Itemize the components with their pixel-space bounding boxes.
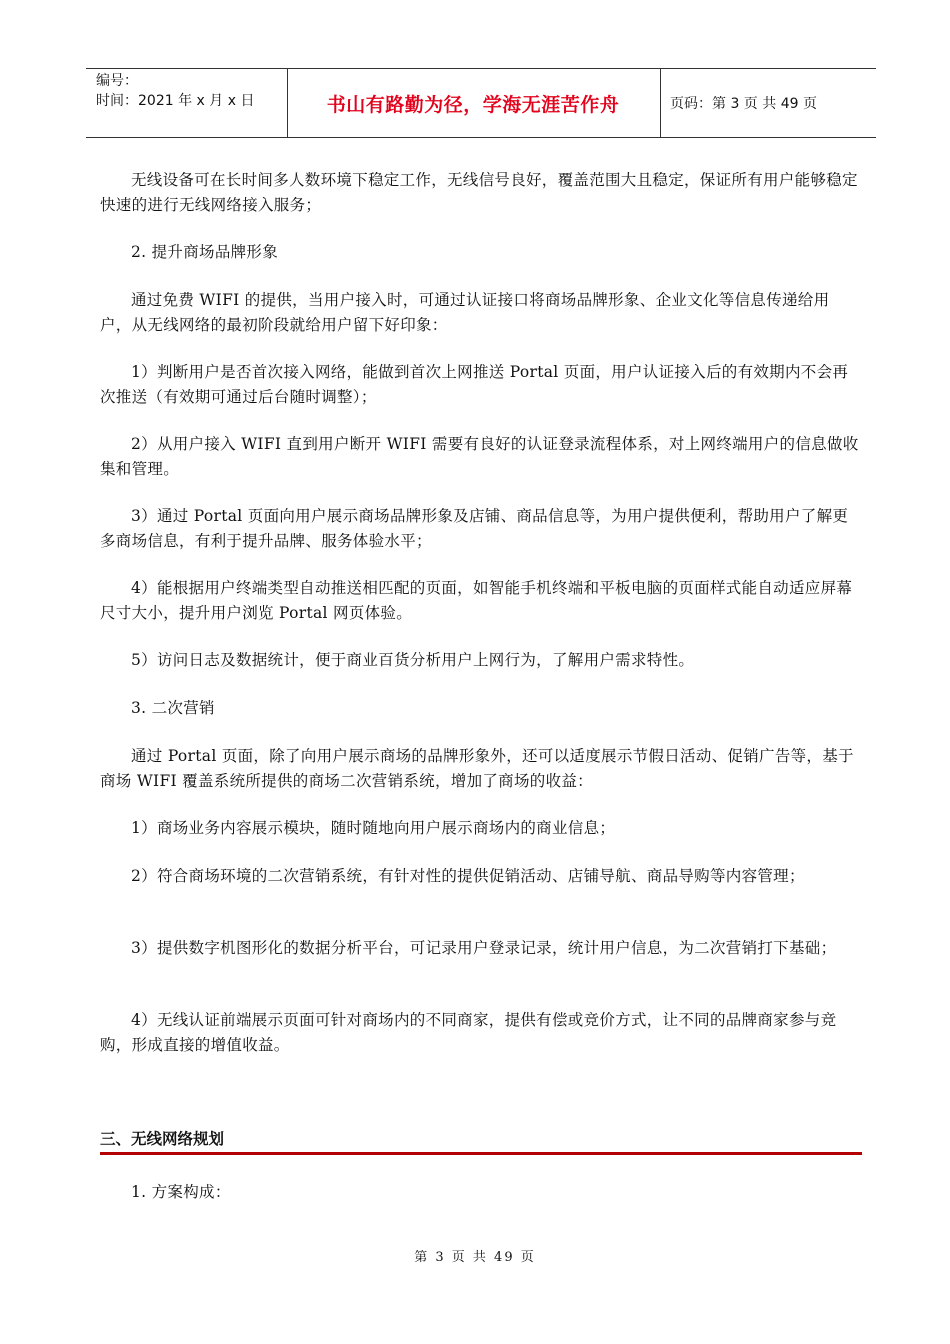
paragraph: 通过 Portal 页面，除了向用户展示商场的品牌形象外，还可以适度展示节假日活动、促销广告等，基于商场 WIFI 覆盖系统所提供的商场二次营销系统，增加了商场的收益： [100,747,854,790]
number-label: 编号： [96,73,138,89]
list-item: 4）能根据用户终端类型自动推送相匹配的页面，如智能手机终端和平板电脑的页面样式能自动适应屏幕尺寸大小，提升用户浏览 Portal 网页体验。 [100,579,853,622]
subsection-heading: 3. 二次营销 [131,699,215,717]
list-item: 2）从用户接入 WIFI 直到用户断开 WIFI 需要有良好的认证登录流程体系，对上网终端用户的信息做收集和管理。 [100,435,859,478]
list-item: 3）通过 Portal 页面向用户展示商场品牌形象及店铺、商品信息等，为用户提供便利，帮助用户了解更多商场信息，有利于提升品牌、服务体验水平； [100,507,849,550]
page-header [86,68,876,138]
subsection-heading: 1. 方案构成： [131,1183,231,1201]
page-footer: 第 3 页 共 49 页 [414,1250,536,1265]
list-item: 1）商场业务内容展示模块，随时随地向用户展示商场内的商业信息； [131,819,616,837]
list-item: 4）无线认证前端展示页面可针对商场内的不同商家，提供有偿或竞价方式，让不同的品牌商家参与竞购，形成直接的增值收益。 [100,1011,837,1054]
list-item: 2）符合商场环境的二次营销系统，有针对性的提供促销活动、店铺导航、商品导购等内容管理； [131,867,805,885]
list-item: 1）判断用户是否首次接入网络，能做到首次上网推送 Portal 页面，用户认证接入后的有效期内不会再次推送（有效期可通过后台随时调整）； [100,363,849,406]
paragraph: 通过免费 WIFI 的提供，当用户接入时，可通过认证接口将商场品牌形象、企业文化等信息传递给用户，从无线网络的最初阶段就给用户留下好印象： [100,291,830,334]
time-label: 时间：2021 年 x 月 x 日 [96,93,255,109]
header-page-label: 页码：第 3 页 共 49 页 [670,96,817,112]
header-meta [96,71,254,111]
header-divider [660,69,661,137]
section-heading [100,1126,862,1155]
header-motto: 书山有路勤为径，学海无涯苦作舟 [326,93,620,116]
list-item: 5）访问日志及数据统计，便于商业百货分析用户上网行为，了解用户需求特性。 [131,651,695,669]
section-heading-text: 三、无线网络规划 [100,1130,225,1148]
paragraph: 无线设备可在长时间多人数环境下稳定工作，无线信号良好，覆盖范围大且稳定，保证所有用户能够稳定快速的进行无线网络接入服务； [100,171,858,214]
list-item: 3）提供数字机图形化的数据分析平台，可记录用户登录记录，统计用户信息，为二次营销打下基础； [131,939,837,957]
subsection-heading: 2. 提升商场品牌形象 [131,243,279,261]
